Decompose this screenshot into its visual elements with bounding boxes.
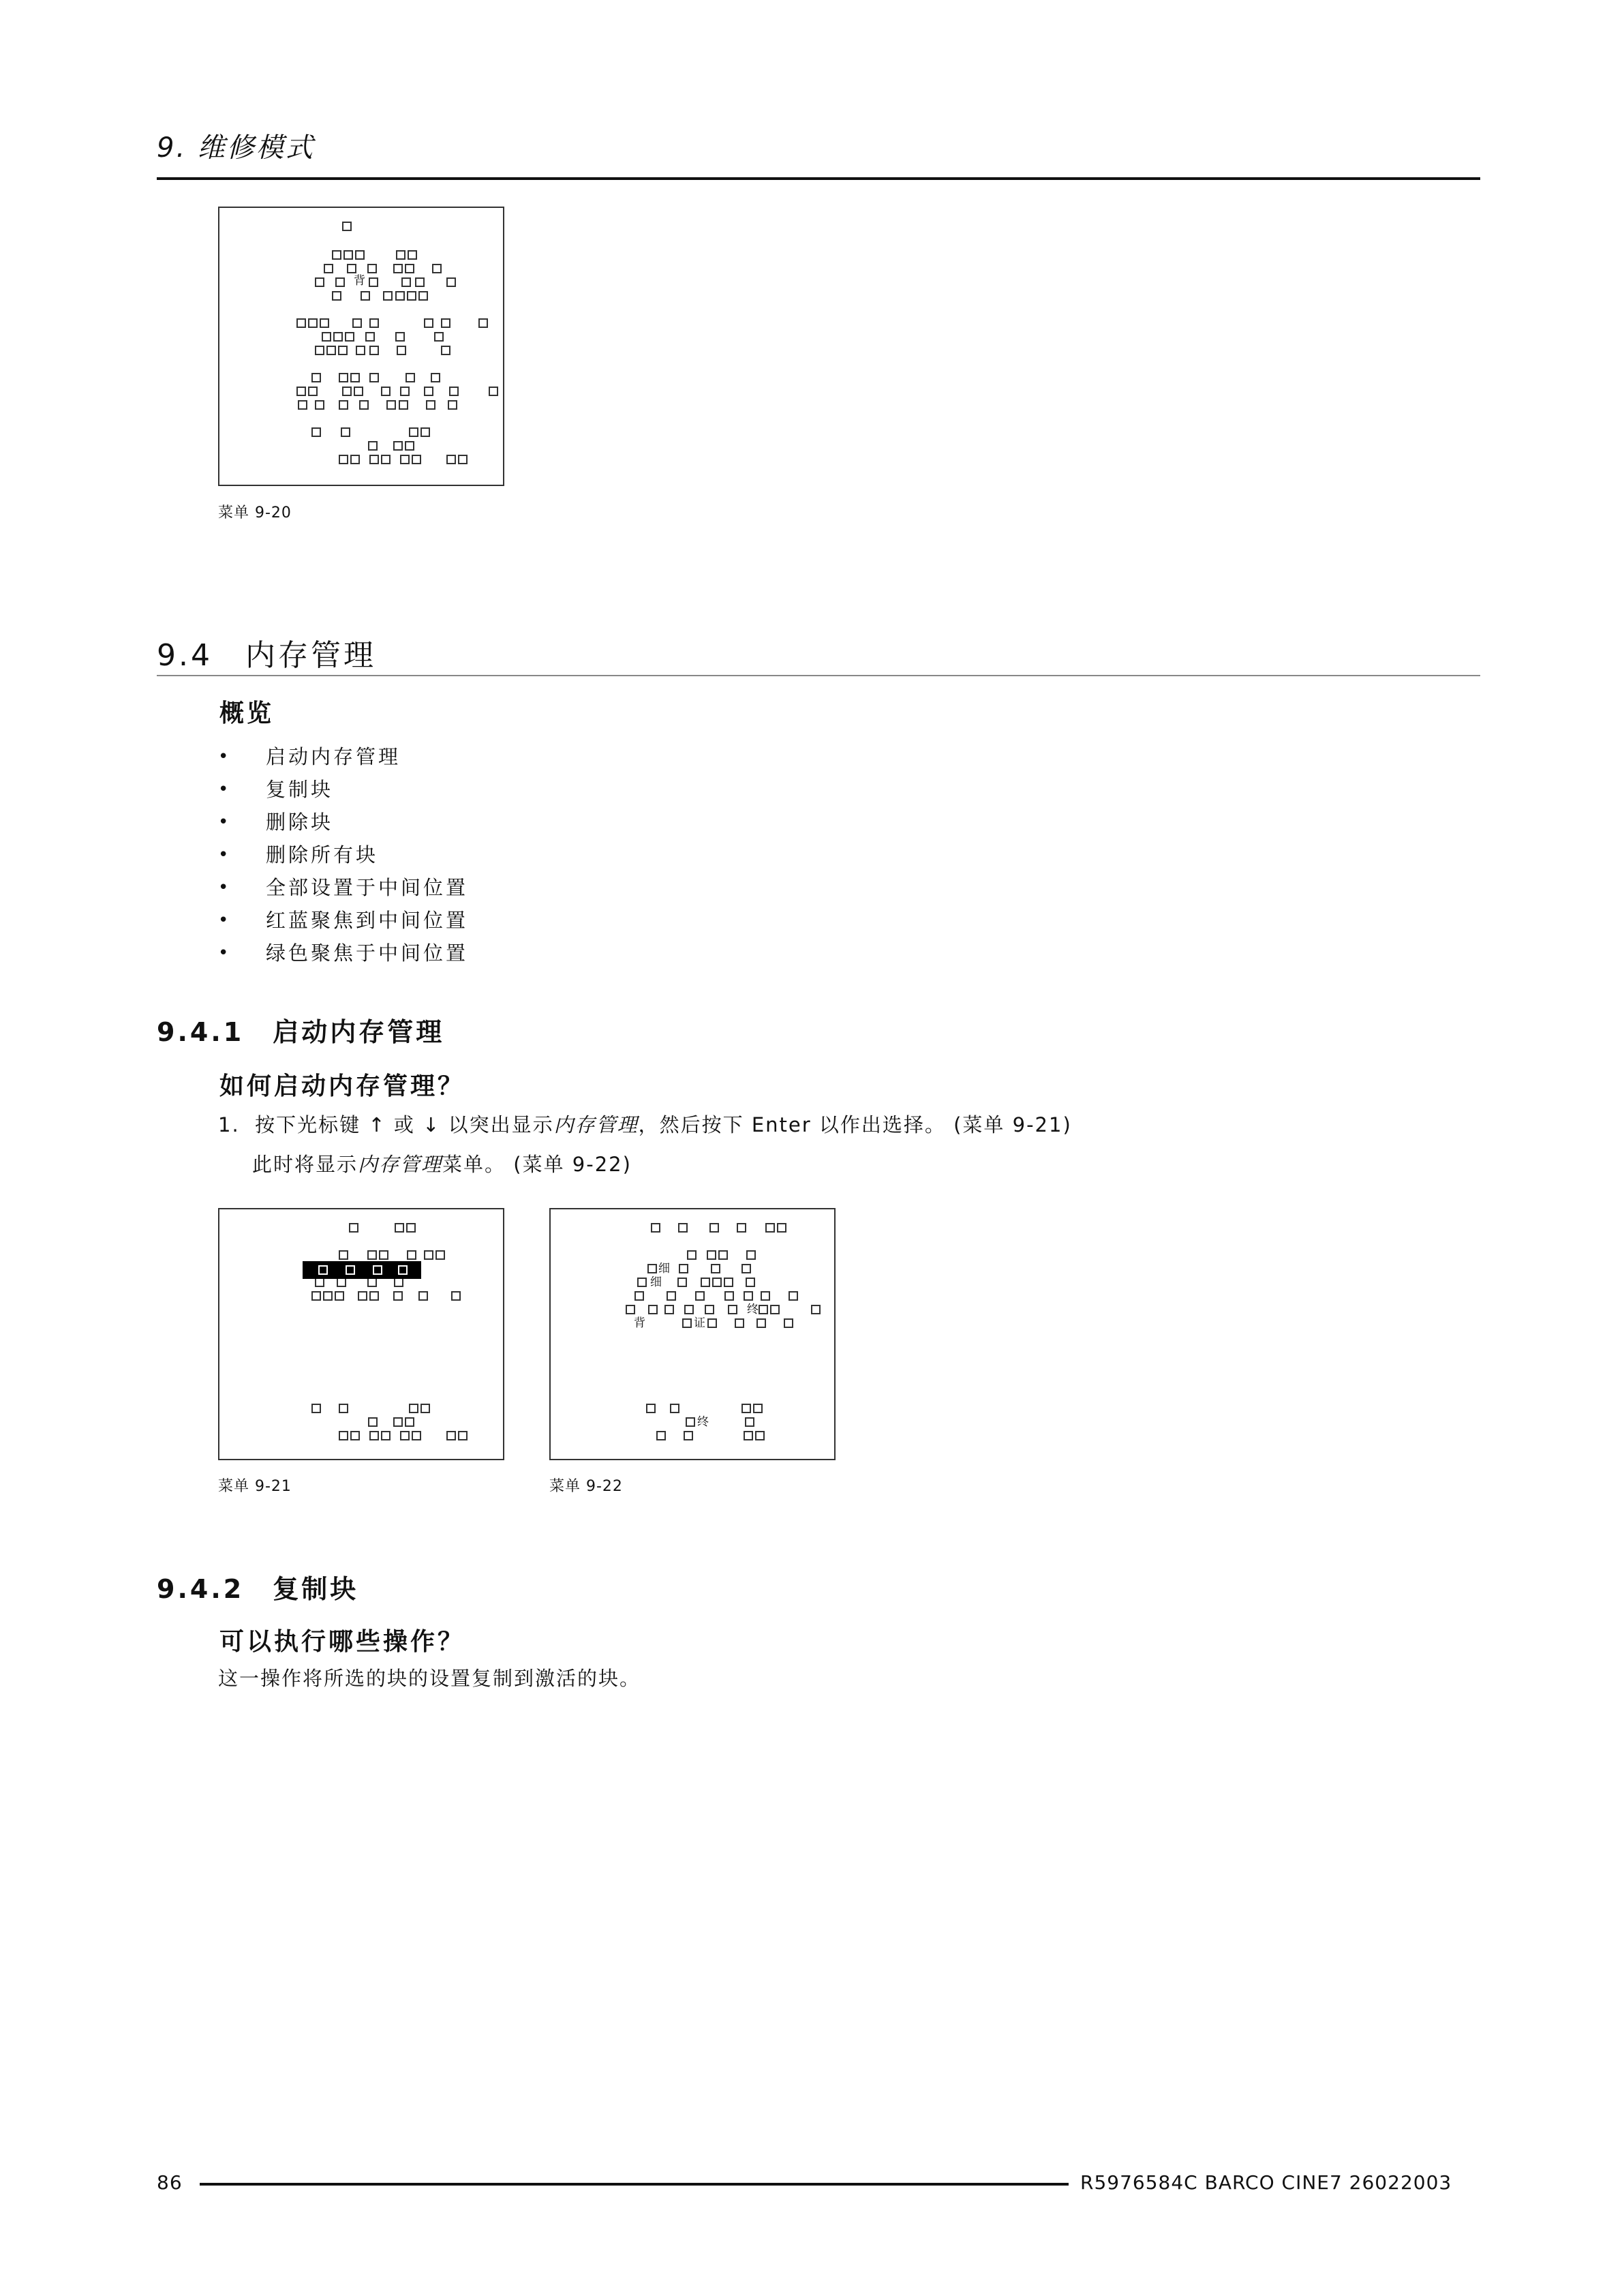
osd-glyph-placeholder [449, 387, 459, 396]
osd-glyph-placeholder [398, 1265, 408, 1275]
osd-glyph-placeholder [368, 441, 378, 451]
osd-glyph-placeholder [324, 264, 333, 273]
osd-glyph-placeholder [409, 1404, 418, 1413]
osd-glyph-placeholder [369, 1431, 379, 1440]
osd-glyph-placeholder [333, 332, 343, 342]
osd-glyph-placeholder [446, 277, 456, 287]
osd-glyph-placeholder [756, 1318, 766, 1328]
osd-glyph-placeholder [634, 1291, 644, 1301]
osd-glyph-placeholder [405, 1417, 414, 1427]
step-text-emphasis: 内存管理 [553, 1113, 639, 1136]
osd-glyph-placeholder [318, 1265, 328, 1275]
osd-glyph-placeholder [677, 1278, 687, 1287]
osd-glyph-placeholder [396, 250, 406, 260]
osd-glyph-placeholder [746, 1278, 755, 1287]
osd-glyph-placeholder [407, 291, 416, 301]
osd-glyph-placeholder [356, 346, 365, 355]
osd-glyph-placeholder [441, 318, 450, 328]
osd-glyph-placeholder [326, 346, 336, 355]
osd-glyph-placeholder [434, 332, 444, 342]
osd-glyph-placeholder [315, 1278, 324, 1287]
osd-glyph-placeholder [359, 400, 369, 410]
step-number: 1. [218, 1113, 240, 1136]
list-item: • 启动内存管理 [218, 743, 468, 776]
document-reference: R5976584C BARCO CINE7 26022003 [1080, 2171, 1452, 2194]
osd-glyph-placeholder [431, 373, 440, 382]
osd-glyph-placeholder [368, 1417, 378, 1427]
osd-glyph-placeholder [441, 346, 450, 355]
osd-glyph-placeholder [335, 277, 345, 287]
osd-glyph-placeholder [367, 264, 377, 273]
list-item: • 全部设置于中间位置 [218, 874, 468, 907]
osd-glyph-placeholder [406, 373, 415, 382]
osd-glyph-placeholder [648, 1305, 658, 1314]
osd-glyph-placeholder [342, 387, 352, 396]
osd-glyph-placeholder [409, 427, 418, 437]
osd-glyph-placeholder [386, 400, 396, 410]
osd-glyph-placeholder [315, 346, 324, 355]
osd-glyph-placeholder [712, 1278, 722, 1287]
osd-glyph-placeholder [342, 222, 352, 231]
osd-glyph-placeholder [418, 1291, 428, 1301]
osd-label-glyph: 终 [747, 1303, 759, 1316]
osd-glyph-placeholder [420, 427, 430, 437]
osd-glyph-placeholder [369, 1291, 379, 1301]
osd-glyph-placeholder [707, 1250, 716, 1260]
osd-label-glyph: 细 [650, 1275, 662, 1289]
osd-glyph-placeholder [354, 387, 363, 396]
section-rule [157, 675, 1480, 676]
osd-glyph-placeholder [308, 318, 318, 328]
osd-glyph-placeholder [311, 427, 321, 437]
result-text-emphasis: 内存管理 [358, 1153, 443, 1176]
osd-glyph-placeholder [718, 1250, 728, 1260]
osd-glyph-placeholder [679, 1264, 688, 1273]
subsection-9-4-2-body: 这一操作将所选的块的设置复制到激活的块。 [218, 1667, 641, 1690]
osd-glyph-placeholder [784, 1318, 793, 1328]
osd-glyph-placeholder [420, 1404, 430, 1413]
osd-glyph-placeholder [323, 1291, 333, 1301]
osd-glyph-placeholder [646, 1404, 656, 1413]
step-text-pre: 按下光标键 ↑ 或 ↓ 以突出显示 [255, 1113, 554, 1136]
osd-glyph-placeholder [412, 455, 421, 464]
osd-glyph-placeholder [667, 1291, 676, 1301]
osd-glyph-placeholder [711, 1264, 720, 1273]
chapter-rule [157, 177, 1480, 180]
osd-glyph-placeholder [651, 1223, 660, 1233]
osd-glyph-placeholder [432, 264, 442, 273]
osd-glyph-placeholder [626, 1305, 635, 1314]
osd-glyph-placeholder [724, 1291, 734, 1301]
osd-glyph-placeholder [678, 1223, 688, 1233]
osd-glyph-placeholder [358, 1291, 367, 1301]
osd-glyph-placeholder [424, 318, 433, 328]
osd-glyph-placeholder [400, 1431, 410, 1440]
osd-glyph-placeholder [361, 291, 370, 301]
osd-glyph-placeholder [744, 1431, 753, 1440]
osd-glyph-placeholder [355, 250, 365, 260]
osd-glyph-placeholder [489, 387, 498, 396]
osd-glyph-placeholder [686, 1417, 695, 1427]
osd-glyph-placeholder [656, 1431, 666, 1440]
osd-glyph-placeholder [753, 1404, 763, 1413]
osd-glyph-placeholder [424, 387, 433, 396]
result-text-pre: 此时将显示 [252, 1153, 358, 1176]
osd-glyph-placeholder [296, 318, 306, 328]
osd-glyph-placeholder [347, 264, 356, 273]
osd-glyph-placeholder [367, 1250, 377, 1260]
osd-glyph-placeholder [394, 1278, 403, 1287]
osd-label-glyph: 背 [354, 274, 365, 288]
osd-glyph-placeholder [735, 1318, 744, 1328]
osd-glyph-placeholder [338, 346, 348, 355]
osd-glyph-placeholder [345, 332, 354, 342]
osd-glyph-placeholder [435, 1250, 445, 1260]
osd-glyph-placeholder [337, 1278, 346, 1287]
osd-glyph-placeholder [332, 291, 341, 301]
osd-glyph-placeholder [405, 441, 414, 451]
osd-glyph-placeholder [332, 250, 341, 260]
osd-glyph-placeholder [400, 387, 410, 396]
osd-glyph-placeholder [395, 332, 405, 342]
osd-glyph-placeholder [369, 318, 379, 328]
osd-glyph-placeholder [341, 427, 350, 437]
osd-glyph-placeholder [765, 1223, 775, 1233]
osd-glyph-placeholder [350, 455, 360, 464]
list-item: • 绿色聚焦于中间位置 [218, 939, 468, 972]
osd-glyph-placeholder [343, 250, 353, 260]
osd-glyph-placeholder [670, 1404, 679, 1413]
osd-glyph-placeholder [395, 291, 405, 301]
osd-glyph-placeholder [701, 1278, 710, 1287]
osd-glyph-placeholder [684, 1305, 694, 1314]
subsection-9-4-2-question: 可以执行哪些操作？ [219, 1628, 465, 1656]
osd-glyph-placeholder [315, 400, 324, 410]
osd-glyph-placeholder [311, 373, 321, 382]
page-number: 86 [157, 2171, 183, 2194]
osd-glyph-placeholder [737, 1223, 746, 1233]
osd-glyph-placeholder [707, 1318, 717, 1328]
osd-glyph-placeholder [405, 264, 414, 273]
section-title: 9.4 内存管理 [157, 638, 376, 673]
osd-glyph-placeholder [393, 264, 403, 273]
step-1-result [252, 1151, 632, 1178]
osd-glyph-placeholder [789, 1291, 798, 1301]
menu-9-20-screenshot [218, 207, 504, 486]
osd-glyph-placeholder [412, 1431, 421, 1440]
subsection-9-4-2-title: 9.4.2 复制块 [157, 1574, 359, 1604]
osd-glyph-placeholder [349, 1223, 358, 1233]
osd-glyph-placeholder [339, 455, 348, 464]
osd-glyph-placeholder [777, 1223, 786, 1233]
osd-glyph-placeholder [458, 455, 468, 464]
osd-glyph-placeholder [373, 1265, 382, 1275]
chapter-title: 9. 维修模式 [157, 132, 315, 164]
osd-glyph-placeholder [311, 1291, 321, 1301]
osd-glyph-placeholder [695, 1291, 705, 1301]
osd-glyph-placeholder [741, 1264, 751, 1273]
osd-glyph-placeholder [408, 250, 417, 260]
osd-glyph-placeholder [339, 1250, 348, 1260]
osd-glyph-placeholder [400, 455, 410, 464]
osd-glyph-placeholder [381, 1431, 391, 1440]
subsection-9-4-1-question: 如何启动内存管理？ [219, 1072, 465, 1100]
osd-glyph-placeholder [746, 1250, 756, 1260]
osd-glyph-placeholder [383, 291, 393, 301]
overview-list [218, 743, 468, 972]
osd-glyph-placeholder [407, 1250, 416, 1260]
osd-glyph-placeholder [320, 318, 329, 328]
osd-glyph-placeholder [426, 400, 435, 410]
osd-glyph-placeholder [381, 455, 391, 464]
osd-glyph-placeholder [424, 1250, 433, 1260]
osd-glyph-placeholder [755, 1431, 765, 1440]
osd-glyph-placeholder [367, 1278, 377, 1287]
osd-glyph-placeholder [322, 332, 331, 342]
osd-glyph-placeholder [724, 1278, 733, 1287]
osd-glyph-placeholder [393, 1291, 403, 1301]
osd-glyph-placeholder [399, 400, 408, 410]
overview-heading: 概览 [219, 699, 275, 727]
osd-glyph-placeholder [406, 1223, 416, 1233]
osd-glyph-placeholder [296, 387, 306, 396]
figure-caption-9-20: 菜单 9-20 [218, 504, 292, 522]
osd-glyph-placeholder [350, 373, 360, 382]
osd-glyph-placeholder [682, 1318, 692, 1328]
osd-glyph-placeholder [745, 1417, 754, 1427]
osd-glyph-placeholder [415, 277, 425, 287]
osd-glyph-placeholder [761, 1291, 770, 1301]
osd-glyph-placeholder [369, 455, 379, 464]
list-item: • 删除所有块 [218, 841, 468, 874]
subsection-9-4-1-title: 9.4.1 启动内存管理 [157, 1017, 445, 1047]
figure-caption-9-21: 菜单 9-21 [218, 1478, 292, 1495]
osd-glyph-placeholder [744, 1291, 753, 1301]
osd-glyph-placeholder [339, 373, 348, 382]
osd-glyph-placeholder [446, 1431, 456, 1440]
osd-glyph-placeholder [339, 400, 348, 410]
osd-glyph-placeholder [741, 1404, 751, 1413]
osd-glyph-placeholder [339, 1431, 348, 1440]
osd-glyph-placeholder [446, 455, 456, 464]
list-item: • 红蓝聚焦到中间位置 [218, 907, 468, 939]
list-item: • 复制块 [218, 776, 468, 809]
osd-glyph-placeholder [365, 332, 375, 342]
figure-caption-9-22: 菜单 9-22 [549, 1478, 623, 1495]
osd-glyph-placeholder [350, 1431, 360, 1440]
osd-glyph-placeholder [458, 1431, 468, 1440]
osd-glyph-placeholder [478, 318, 488, 328]
menu-9-22-screenshot [549, 1208, 836, 1460]
osd-glyph-placeholder [811, 1305, 821, 1314]
osd-label-glyph: 背 [634, 1316, 645, 1330]
osd-glyph-placeholder [684, 1431, 693, 1440]
osd-glyph-placeholder [397, 346, 406, 355]
osd-glyph-placeholder [298, 400, 307, 410]
result-text-post: 菜单。 (菜单 9-22) [442, 1153, 632, 1176]
osd-glyph-placeholder [637, 1278, 647, 1287]
osd-glyph-placeholder [335, 1291, 344, 1301]
step-1 [218, 1111, 1072, 1138]
osd-glyph-placeholder [369, 346, 379, 355]
osd-glyph-placeholder [418, 291, 428, 301]
list-item: • 删除块 [218, 809, 468, 841]
osd-label-glyph: 终 [697, 1415, 709, 1429]
osd-glyph-placeholder [664, 1305, 674, 1314]
osd-glyph-placeholder [393, 1417, 403, 1427]
osd-glyph-placeholder [381, 387, 391, 396]
osd-glyph-placeholder [308, 387, 318, 396]
osd-glyph-placeholder [647, 1264, 657, 1273]
osd-glyph-placeholder [770, 1305, 780, 1314]
osd-glyph-placeholder [339, 1404, 348, 1413]
osd-glyph-placeholder [451, 1291, 461, 1301]
osd-glyph-placeholder [311, 1404, 321, 1413]
osd-glyph-placeholder [395, 1223, 404, 1233]
osd-glyph-placeholder [448, 400, 457, 410]
osd-glyph-placeholder [369, 373, 379, 382]
osd-glyph-placeholder [728, 1305, 737, 1314]
osd-label-glyph: 证 [694, 1316, 705, 1330]
osd-glyph-placeholder [709, 1223, 719, 1233]
menu-9-21-screenshot [218, 1208, 504, 1460]
osd-label-glyph: 细 [658, 1262, 670, 1275]
osd-glyph-placeholder [687, 1250, 697, 1260]
footer-rule [200, 2183, 1069, 2186]
osd-glyph-placeholder [352, 318, 362, 328]
osd-glyph-placeholder [315, 277, 324, 287]
osd-glyph-placeholder [393, 441, 403, 451]
osd-glyph-placeholder [401, 277, 411, 287]
osd-glyph-placeholder [379, 1250, 388, 1260]
osd-glyph-placeholder [369, 277, 378, 287]
osd-glyph-placeholder [759, 1305, 768, 1314]
osd-glyph-placeholder [705, 1305, 714, 1314]
step-text-post: ，然后按下 Enter 以作出选择。 (菜单 9-21) [638, 1113, 1072, 1136]
osd-glyph-placeholder [346, 1265, 355, 1275]
